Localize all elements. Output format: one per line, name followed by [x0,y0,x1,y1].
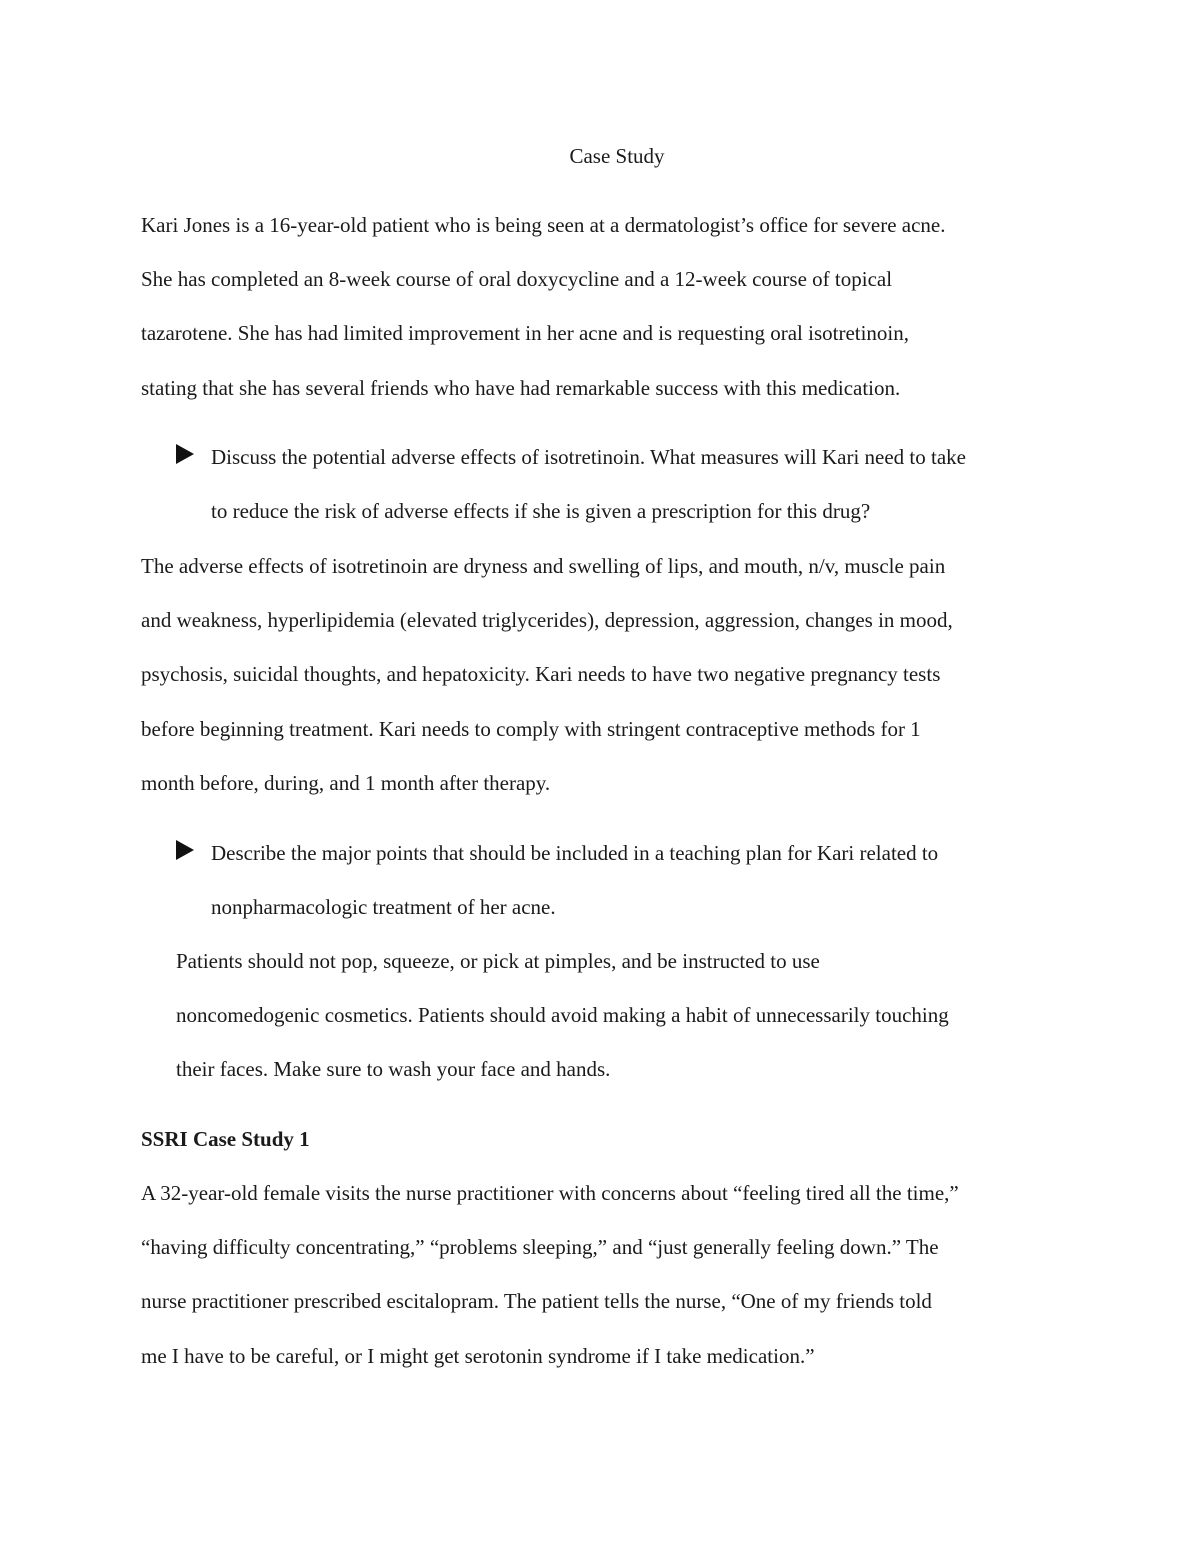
answer-1-line: psychosis, suicidal thoughts, and hepatoxicity. Kari needs to have two negative pregnancy tests [141,662,941,687]
section-heading: SSRI Case Study 1 [141,1127,310,1151]
answer-2-line: Patients should not pop, squeeze, or pick at pimples, and be instructed to use [176,949,820,973]
section-2-line: nurse practitioner prescribed escitalopram. The patient tells the nurse, “One of my friends told [141,1289,932,1314]
answer-1-line: month before, during, and 1 month after therapy. [141,770,551,795]
intro-line: She has completed an 8-week course of oral doxycycline and a 12-week course of topical [141,267,893,292]
intro-line: stating that she has several friends who have had remarkable success with this medication. [141,375,901,400]
intro-line: tazarotene. She has had limited improvement in her acne and is requesting oral isotretinoin, [141,321,910,346]
answer-2-line: noncomedogenic cosmetics. Patients should avoid making a habit of unnecessarily touching [176,1003,949,1028]
section-2-paragraph [141,1166,1071,1383]
answer-2-line: their faces. Make sure to wash your face and hands. [176,1057,611,1082]
answer-2-paragraph [176,934,1106,1097]
section-2-line: A 32-year-old female visits the nurse practitioner with concerns about “feeling tired all the time,” [141,1181,959,1205]
answer-1-paragraph [141,539,1071,810]
answer-1-line: and weakness, hyperlipidemia (elevated triglycerides), depression, aggression, changes in mood, [141,608,953,633]
intro-line: Kari Jones is a 16-year-old patient who is being seen at a dermatologist’s office for severe acne. [141,213,946,237]
page-title: Case Study [569,144,665,168]
question-1-line: to reduce the risk of adverse effects if she is given a prescription for this drug? [211,499,871,524]
intro-paragraph [141,198,1071,415]
section-2-line: me I have to be careful, or I might get serotonin syndrome if I take medication.” [141,1343,815,1368]
bullet-arrow-icon [176,444,194,464]
question-2 [176,826,1076,934]
answer-1-line: The adverse effects of isotretinoin are dryness and swelling of lips, and mouth, n/v, muscle pain [141,554,946,578]
answer-1-line: before beginning treatment. Kari needs to comply with stringent contraceptive methods for 1 [141,716,921,741]
section-2-line: “having difficulty concentrating,” “problems sleeping,” and “just generally feeling down.” The [141,1235,939,1260]
question-1 [176,430,1076,538]
question-2-line: nonpharmacologic treatment of her acne. [211,895,556,920]
bullet-arrow-icon [176,840,194,860]
question-2-line: Describe the major points that should be included in a teaching plan for Kari related to [211,841,939,865]
question-1-line: Discuss the potential adverse effects of isotretinoin. What measures will Kari need to take [211,445,966,469]
